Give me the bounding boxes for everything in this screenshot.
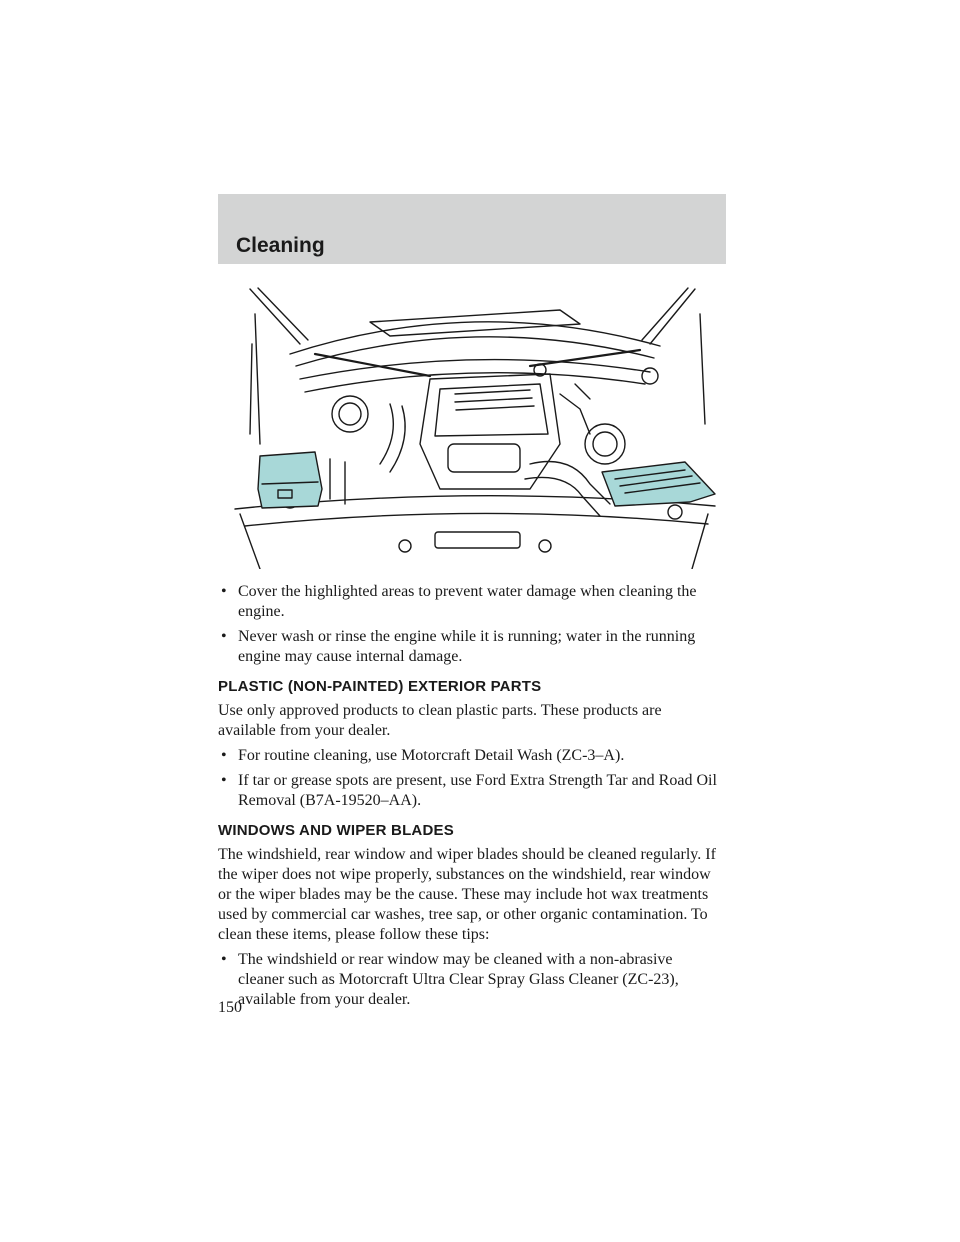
list-item (218, 771, 718, 811)
bullet-text: Never wash or rinse the engine while it is running; water in the running engine may cause internal damage. (238, 628, 696, 665)
section-heading-windows-wipers: WINDOWS AND WIPER BLADES (218, 822, 454, 839)
section-header-bar (218, 194, 726, 264)
list-item (218, 950, 718, 1010)
bullet-glyph: • (221, 628, 227, 645)
bullet-glyph: • (221, 583, 227, 600)
page-number: 150 (218, 999, 242, 1016)
bullet-glyph: • (221, 772, 227, 789)
engine-compartment-illustration (230, 284, 720, 569)
bullet-glyph: • (221, 747, 227, 764)
list-item (218, 582, 718, 622)
bullet-text: If tar or grease spots are present, use Ford Extra Strength Tar and Road Oil Removal (B7A-19520–AA). (238, 772, 717, 809)
paragraph: The windshield, rear window and wiper blades should be cleaned regularly. If the wiper does not wipe properly, substances on the windshield, rear window or the wiper blades may be the cause. These may include hot wax treatments used by commercial car washes, tree sap, or other organic contamination. To clean these items, please follow these tips: (218, 846, 716, 943)
section-title: Cleaning (236, 234, 325, 257)
list-item (218, 627, 718, 667)
paragraph: Use only approved products to clean plastic parts. These products are available from your dealer. (218, 702, 662, 739)
page-content (218, 582, 718, 1010)
list-item (218, 746, 718, 766)
bullet-text: For routine cleaning, use Motorcraft Detail Wash (ZC-3–A). (238, 747, 625, 764)
bullet-text: The windshield or rear window may be cleaned with a non-abrasive cleaner such as Motorcraft Ultra Clear Spray Glass Cleaner (ZC-23), available from your dealer. (238, 951, 679, 1008)
bullet-glyph: • (221, 951, 227, 968)
bullet-text: Cover the highlighted areas to prevent water damage when cleaning the engine. (238, 583, 697, 620)
section-heading-plastic-parts: PLASTIC (NON-PAINTED) EXTERIOR PARTS (218, 678, 542, 695)
